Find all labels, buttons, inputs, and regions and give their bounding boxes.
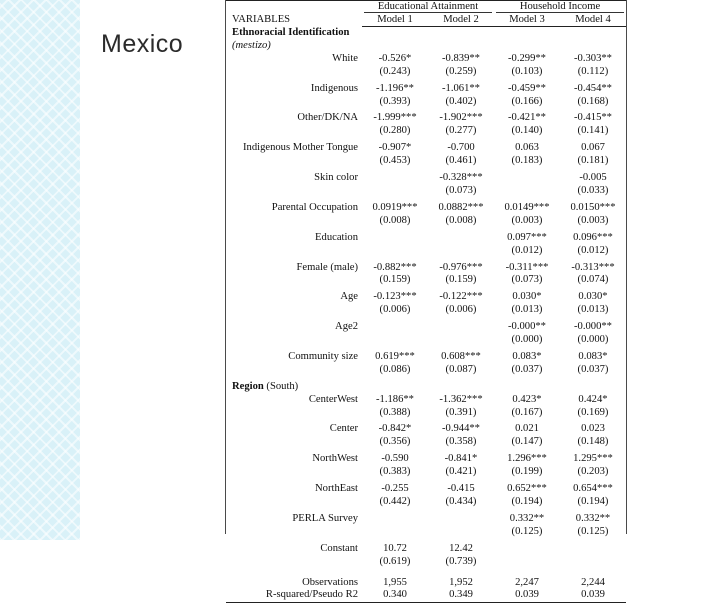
se-value: (0.012)	[511, 244, 543, 256]
coef-row	[226, 513, 626, 526]
coef-value: 0.608***	[441, 350, 481, 362]
blank-cell	[226, 496, 362, 509]
se-value: (0.148)	[577, 436, 609, 448]
se-value: (0.037)	[577, 363, 609, 375]
coef-row	[226, 83, 626, 96]
se-value: (0.000)	[577, 334, 609, 346]
coef-value: -0.255	[381, 483, 409, 495]
regression-table-grid	[226, 0, 626, 603]
variable-label: NorthWest	[312, 453, 358, 465]
blank-cell	[226, 304, 362, 317]
coef-value: -0.907*	[378, 142, 412, 154]
se-value: (0.434)	[445, 496, 477, 507]
se-value: (0.003)	[511, 214, 543, 226]
coef-value: 0.423*	[512, 393, 542, 405]
coef-row	[226, 483, 626, 496]
coef-row	[226, 262, 626, 275]
variable-label: PERLA Survey	[292, 512, 358, 524]
stat-value: 0.039	[515, 589, 539, 601]
se-value: (0.383)	[379, 466, 411, 478]
coef-value	[362, 232, 428, 245]
coef-value	[362, 172, 428, 185]
se-row	[226, 155, 626, 168]
se-value: (0.086)	[379, 363, 411, 375]
coef-value	[428, 321, 494, 334]
coef-value: -0.122***	[439, 291, 483, 303]
stat-value: 2,244	[581, 576, 605, 588]
se-value: (0.141)	[577, 125, 609, 137]
regression-table	[225, 0, 627, 601]
blank-cell	[226, 96, 362, 109]
se-value	[494, 556, 560, 569]
ethno-section-title: Ethnoracial Identification	[232, 27, 350, 38]
se-value	[362, 334, 428, 347]
se-value	[428, 526, 494, 539]
model-header: Model 2	[428, 13, 494, 27]
coef-row	[226, 291, 626, 304]
blank-cell	[226, 185, 362, 198]
coef-row	[226, 394, 626, 407]
coef-value: -0.841*	[444, 453, 478, 465]
coef-value: -0.005	[579, 172, 607, 184]
se-value: (0.280)	[379, 125, 411, 137]
blank-cell	[226, 245, 362, 258]
blank-cell	[226, 1, 362, 14]
blank-cell	[226, 334, 362, 347]
se-row	[226, 407, 626, 420]
se-value: (0.125)	[511, 525, 543, 537]
blank-cell	[226, 155, 362, 168]
slide-title: Mexico	[101, 30, 184, 58]
ethno-section-title-row	[226, 27, 626, 40]
se-row	[226, 185, 626, 198]
se-row	[226, 496, 626, 509]
se-row	[226, 125, 626, 138]
se-value	[428, 334, 494, 347]
variable-label: Parental Occupation	[271, 201, 358, 213]
column-group-header	[494, 1, 626, 14]
coef-value: -0.421**	[508, 112, 546, 124]
variable-label: Community size	[288, 350, 358, 362]
column-header-row	[226, 13, 626, 27]
variable-label: Indigenous Mother Tongue	[243, 142, 358, 154]
se-row	[226, 466, 626, 479]
coef-value	[362, 513, 428, 526]
blank-cell	[226, 436, 362, 449]
stat-value: 2,247	[515, 576, 539, 588]
coef-row	[226, 321, 626, 334]
se-value: (0.402)	[445, 95, 477, 107]
coef-value: -0.000**	[508, 321, 546, 333]
se-row	[226, 96, 626, 109]
blank-cell	[226, 125, 362, 138]
se-row	[226, 334, 626, 347]
region-note: (South)	[263, 380, 299, 392]
se-value: (0.169)	[577, 406, 609, 418]
se-value	[494, 185, 560, 198]
stat-value: 0.340	[383, 589, 407, 601]
coef-value	[494, 543, 560, 556]
variable-label: White	[332, 52, 358, 64]
se-value	[362, 526, 428, 539]
coef-value: -1.186**	[376, 393, 414, 405]
coef-value: -0.839**	[442, 52, 480, 64]
coef-value: -0.313***	[571, 261, 615, 273]
decorative-pattern-strip	[0, 0, 80, 540]
se-value: (0.159)	[445, 274, 477, 286]
blank-cell	[226, 526, 362, 539]
se-value: (0.166)	[511, 95, 543, 107]
se-value: (0.183)	[511, 155, 543, 167]
se-value: (0.168)	[577, 95, 609, 107]
coef-value	[362, 321, 428, 334]
coef-value: -0.454**	[574, 82, 612, 94]
se-value: (0.037)	[511, 363, 543, 375]
se-value: (0.619)	[379, 555, 411, 567]
se-row	[226, 304, 626, 317]
column-group-header	[362, 1, 494, 14]
blank-cell	[226, 66, 362, 79]
coef-value: 10.72	[383, 542, 407, 554]
coef-row	[226, 543, 626, 556]
se-value: (0.000)	[511, 334, 543, 346]
se-row	[226, 364, 626, 377]
region-section-title	[226, 381, 626, 394]
coef-row	[226, 112, 626, 125]
se-value: (0.277)	[445, 125, 477, 137]
coef-value: 0.424*	[578, 393, 608, 405]
coef-value: -0.842*	[378, 423, 412, 435]
coef-value: -1.999***	[373, 112, 417, 124]
coef-value: -0.311***	[505, 261, 549, 273]
stat-value: 0.349	[449, 589, 473, 601]
se-value: (0.103)	[511, 65, 543, 77]
se-row	[226, 556, 626, 569]
se-value: (0.013)	[511, 304, 543, 316]
se-value: (0.125)	[577, 525, 609, 537]
coef-row	[226, 453, 626, 466]
coef-value: 0.083*	[578, 350, 608, 362]
se-value: (0.356)	[379, 436, 411, 448]
se-value: (0.243)	[379, 65, 411, 77]
se-value: (0.461)	[445, 155, 477, 167]
se-value: (0.194)	[511, 496, 543, 507]
variable-label: Other/DK/NA	[297, 112, 358, 124]
se-value: (0.112)	[577, 65, 609, 77]
coef-value: 0.023	[581, 423, 605, 435]
variable-label: Center	[329, 423, 358, 435]
se-value: (0.391)	[445, 406, 477, 418]
coef-value: 0.030*	[578, 291, 608, 303]
coef-value: -0.415	[447, 483, 475, 495]
se-row	[226, 245, 626, 258]
blank-cell	[226, 556, 362, 569]
se-value: (0.073)	[511, 274, 543, 286]
model-header: Model 1	[362, 13, 428, 27]
region-title: Region	[232, 380, 264, 392]
se-value: (0.442)	[379, 496, 411, 507]
coef-value: -0.590	[381, 453, 409, 465]
coef-value: 0.030*	[512, 291, 542, 303]
region-section-title-row	[226, 381, 626, 394]
se-value: (0.393)	[379, 95, 411, 107]
coef-value: 0.0150***	[570, 201, 616, 213]
coef-value: -0.415**	[574, 112, 612, 124]
coef-row	[226, 232, 626, 245]
coef-value	[428, 232, 494, 245]
se-value: (0.388)	[379, 406, 411, 418]
coef-value: -1.061**	[442, 82, 480, 94]
stats-row	[226, 589, 626, 602]
se-value: (0.006)	[445, 304, 477, 316]
coef-value: 0.0919***	[372, 201, 418, 213]
coef-value: -0.459**	[508, 82, 546, 94]
se-row	[226, 274, 626, 287]
se-row	[226, 66, 626, 79]
coef-value: -0.000**	[574, 321, 612, 333]
blank-cell	[226, 466, 362, 479]
se-value: (0.013)	[577, 304, 609, 316]
se-value: (0.074)	[577, 274, 609, 286]
stat-label: R-squared/Pseudo R2	[265, 589, 358, 601]
se-row	[226, 526, 626, 539]
se-value: (0.008)	[379, 214, 411, 226]
se-value	[362, 185, 428, 198]
coef-row	[226, 423, 626, 436]
se-value: (0.181)	[577, 155, 609, 167]
se-value	[428, 245, 494, 258]
blank-cell	[226, 215, 362, 228]
se-value: (0.203)	[577, 466, 609, 478]
coef-value: 0.654***	[573, 483, 613, 495]
se-value: (0.421)	[445, 466, 477, 478]
variable-label: Female (male)	[296, 261, 358, 273]
stat-value: 1,955	[383, 576, 407, 588]
coef-value: -0.303**	[574, 52, 612, 64]
coef-value: -1.902***	[439, 112, 483, 124]
coef-row	[226, 142, 626, 155]
se-value: (0.167)	[511, 406, 543, 418]
ethno-section-note-row	[226, 40, 626, 53]
stat-label: Observations	[302, 576, 358, 588]
coef-value: 0.0882***	[438, 201, 484, 213]
stat-value: 0.039	[581, 589, 605, 601]
se-row	[226, 436, 626, 449]
se-value: (0.199)	[511, 466, 543, 478]
variables-header: VARIABLES	[232, 14, 291, 26]
coef-value	[560, 543, 626, 556]
variable-label: Education	[315, 231, 358, 243]
se-value: (0.358)	[445, 436, 477, 448]
coef-value: -0.328***	[439, 172, 483, 184]
coef-value	[494, 172, 560, 185]
blank-cell	[226, 274, 362, 287]
ethno-section-note: (mestizo)	[232, 39, 271, 51]
coef-value: 0.083*	[512, 350, 542, 362]
coef-value: 0.063	[515, 142, 539, 154]
coef-value: 0.097***	[507, 231, 547, 243]
se-value	[560, 556, 626, 569]
se-value: (0.259)	[445, 65, 477, 77]
coef-row	[226, 172, 626, 185]
blank-cell	[226, 407, 362, 420]
model-header: Model 3	[494, 13, 560, 27]
column-group-row	[226, 1, 626, 14]
coef-value: 0.096***	[573, 231, 613, 243]
blank-cell	[226, 364, 362, 377]
variable-label: Skin color	[314, 172, 358, 184]
coef-value: -0.299**	[508, 52, 546, 64]
coef-value: -0.526*	[378, 52, 412, 64]
column-group-label: Household Income	[496, 1, 624, 13]
se-row	[226, 215, 626, 228]
se-value: (0.012)	[577, 244, 609, 256]
coef-row	[226, 202, 626, 215]
stats-row	[226, 577, 626, 590]
stat-value: 1,952	[449, 576, 473, 588]
coef-value: -1.362***	[439, 393, 483, 405]
coef-value: 1.295***	[573, 453, 613, 465]
se-value: (0.008)	[445, 214, 477, 226]
coef-value: 0.332**	[509, 512, 545, 524]
se-value: (0.140)	[511, 125, 543, 137]
coef-value: -0.976***	[439, 261, 483, 273]
variable-label: NorthEast	[315, 483, 358, 495]
se-value: (0.194)	[577, 496, 609, 507]
se-value: (0.003)	[577, 214, 609, 226]
coef-value: -1.196**	[376, 82, 414, 94]
coef-value: -0.882***	[373, 261, 417, 273]
se-value	[362, 245, 428, 258]
se-value: (0.033)	[577, 184, 609, 196]
coef-value: 0.0149***	[504, 201, 550, 213]
coef-value: 0.332**	[575, 512, 611, 524]
se-value: (0.159)	[379, 274, 411, 286]
coef-value: 0.619***	[375, 350, 415, 362]
coef-value: -0.700	[447, 142, 475, 154]
coef-value: 12.42	[449, 542, 473, 554]
variable-label: Age2	[335, 321, 358, 333]
se-value: (0.087)	[445, 363, 477, 375]
variable-label: Indigenous	[310, 82, 358, 94]
coef-value: -0.944**	[442, 423, 480, 435]
column-group-label: Educational Attainment	[364, 1, 492, 13]
coef-value	[428, 513, 494, 526]
se-value: (0.073)	[445, 184, 477, 196]
se-value: (0.006)	[379, 304, 411, 316]
coef-value: -0.123***	[373, 291, 417, 303]
coef-value: 0.652***	[507, 483, 547, 495]
coef-row	[226, 351, 626, 364]
coef-row	[226, 53, 626, 66]
variable-label: Age	[340, 291, 358, 303]
model-header: Model 4	[560, 13, 626, 27]
coef-value: 1.296***	[507, 453, 547, 465]
coef-value: 0.021	[515, 423, 539, 435]
variable-label: CenterWest	[308, 393, 358, 405]
coef-value: 0.067	[581, 142, 605, 154]
se-value: (0.147)	[511, 436, 543, 448]
se-value: (0.453)	[379, 155, 411, 167]
se-value: (0.739)	[445, 555, 477, 567]
variable-label: Constant	[320, 542, 358, 554]
